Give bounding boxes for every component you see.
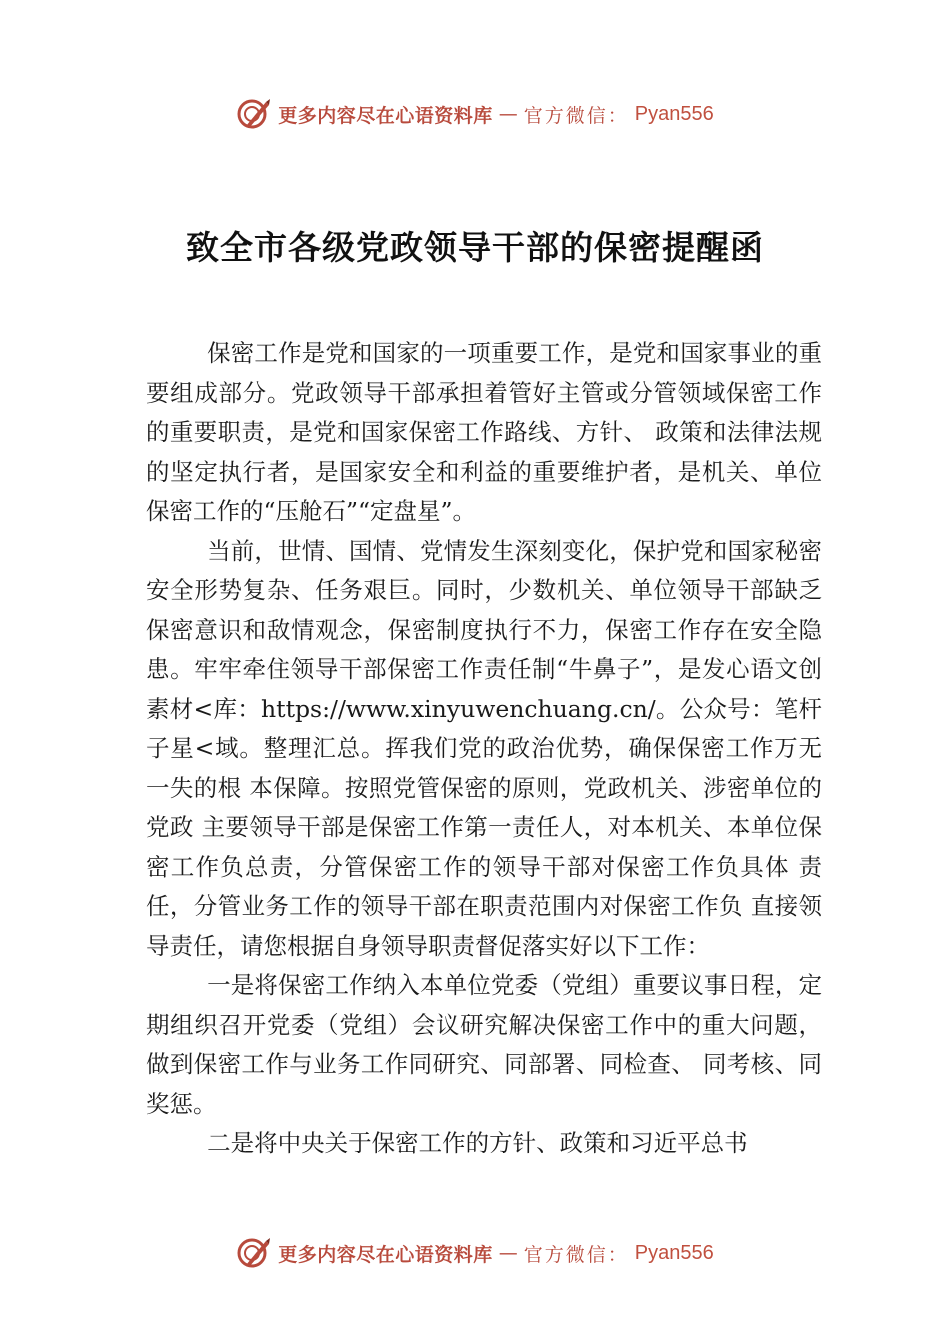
paragraph: 二是将中央关于保密工作的方针、政策和习近平总书 bbox=[207, 1129, 748, 1157]
banner-wechat-id: Pyan556 bbox=[634, 102, 714, 125]
banner-brand: 更多内容尽在心语资料库 bbox=[278, 104, 493, 127]
document-body bbox=[146, 334, 822, 1164]
banner-wechat-label: 官方微信： bbox=[523, 104, 629, 127]
footer-banner bbox=[0, 1233, 950, 1273]
banner-wechat-id: Pyan556 bbox=[634, 1241, 714, 1264]
header-banner bbox=[0, 94, 950, 134]
paragraph: 保密工作是党和国家的一项重要工作，是党和国家事业的重要组成部分。党政领导干部承担着管好主管或分管领域保密工作的重要职责，是党和国家保密工作路线、方针、 政策和法律法规的坚定执行者，是国家安全和利益的重要维护者，是机关、单位保密工作的“压舱石”“定盘星”。 bbox=[146, 339, 822, 525]
banner-wechat-label: 官方微信： bbox=[523, 1243, 629, 1266]
paragraph: 当前，世情、国情、党情发生深刻变化，保护党和国家秘密安全形势复杂、任务艰巨。同时，少数机关、单位领导干部缺乏保密意识和敌情观念，保密制度执行不力，保密工作存在安全隐患。牢牢牵住领导干部保密工作责任制“牛鼻子”，是发心语文创素材<库：https://www.xinyuwenchuang.cn/。公众号：笔杆子星<域。整理汇总。挥我们党的政治优势，确保保密工作万无一失的根 本保障。按照党管保密的原则，党政机关、涉密单位的党政 主要领导干部是保密工作第一责任人，对本机关、本单位保 密工作负总责，分管保密工作的领导干部对保密工作负具体 责任，分管业务工作的领导干部在职责范围内对保密工作负 直接领导责任，请您根据自身领导职责督促落实好以下工作： bbox=[146, 536, 822, 960]
quill-logo-icon bbox=[236, 96, 272, 132]
banner-separator: — bbox=[498, 103, 518, 125]
banner-brand: 更多内容尽在心语资料库 bbox=[278, 1243, 493, 1266]
paragraph: 一是将保密工作纳入本单位党委（党组）重要议事日程，定期组织召开党委（党组）会议研究解决保密工作中的重大问题，做到保密工作与业务工作同研究、同部署、同检查、 同考核、同奖惩。 bbox=[146, 971, 822, 1118]
document-title: 致全市各级党政领导干部的保密提醒函 bbox=[186, 228, 764, 267]
quill-logo-icon bbox=[236, 1235, 272, 1271]
banner-separator: — bbox=[498, 1242, 518, 1264]
